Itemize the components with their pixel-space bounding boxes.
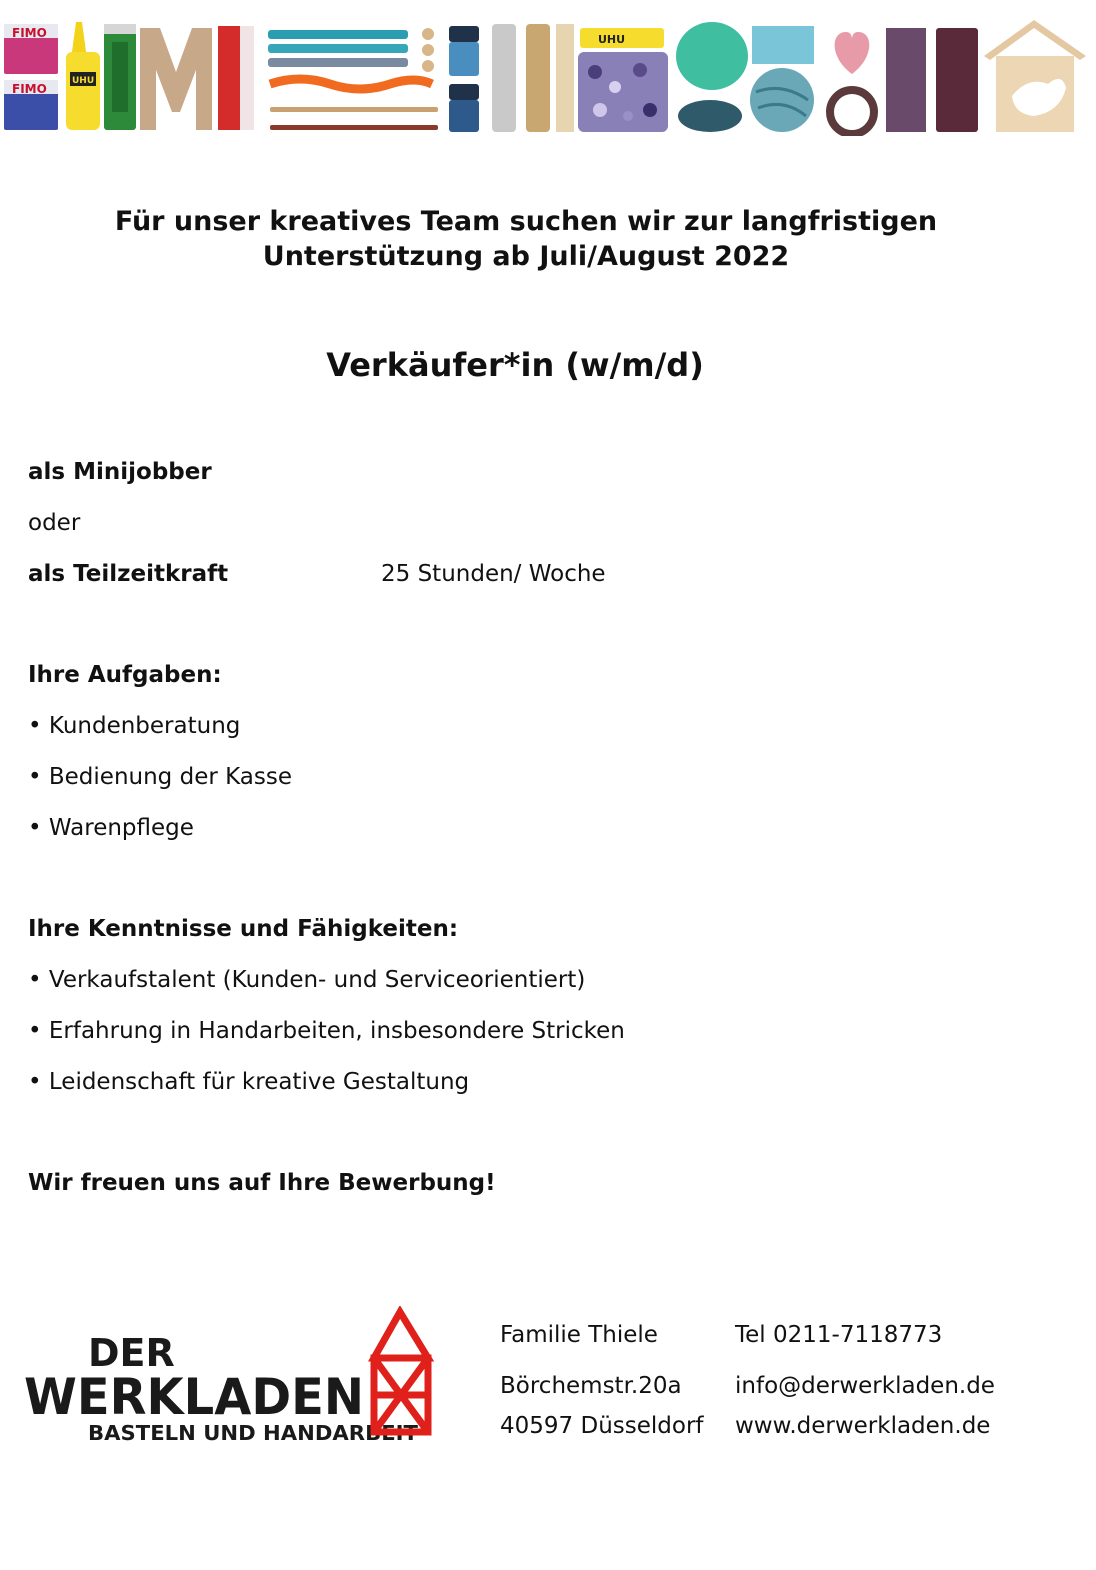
- contact-street: Börchemstr.20a: [500, 1373, 682, 1399]
- paintbrush-icon: [270, 107, 438, 130]
- fabric-roll-icon: [886, 28, 926, 132]
- spray-cans-icon: [492, 24, 550, 132]
- wooden-beads-icon: [422, 28, 434, 72]
- uhu-tube-icon: [580, 28, 664, 48]
- job-title: Verkäufer*in (w/m/d): [326, 346, 704, 384]
- tasks-heading: Ihre Aufgaben:: [28, 662, 222, 688]
- logo-tagline: BASTELN UND HANDARBEIT: [88, 1421, 419, 1445]
- skills-heading: Ihre Kenntnisse und Fähigkeiten:: [28, 916, 459, 942]
- parttime-hours: 25 Stunden/ Woche: [381, 561, 606, 587]
- intro-heading: [0, 204, 1052, 274]
- fimo-clay-icon: [4, 24, 58, 130]
- wire-wreath-icon: [830, 90, 874, 134]
- contact-phone: Tel 0211-7118773: [735, 1322, 943, 1348]
- intro-line-2: Unterstützung ab Juli/August 2022: [262, 241, 790, 272]
- embroidery-floss-icon: [270, 79, 432, 89]
- paint-jars-icon: [449, 26, 479, 132]
- list-item: • Verkaufstalent (Kunden- und Serviceorientiert): [28, 967, 586, 993]
- felt-heart-icon: [835, 32, 870, 74]
- svg-text:FIMO: FIMO: [12, 26, 47, 40]
- contact-name: Familie Thiele: [500, 1322, 658, 1348]
- uhu-glue-icon: [66, 22, 100, 130]
- svg-text:UHU: UHU: [72, 76, 95, 86]
- product-banner: [0, 12, 1096, 136]
- employment-parttime: als Teilzeitkraft: [28, 561, 229, 587]
- contact-website[interactable]: www.derwerkladen.de: [735, 1413, 991, 1439]
- svg-text:UHU: UHU: [598, 33, 626, 46]
- list-item: • Leidenschaft für kreative Gestaltung: [28, 1069, 470, 1095]
- list-item: • Bedienung der Kasse: [28, 764, 292, 790]
- contact-email[interactable]: info@derwerkladen.de: [735, 1373, 995, 1399]
- cardboard-letter-m-icon: [140, 28, 212, 130]
- list-item: • Warenpflege: [28, 815, 194, 841]
- list-item: • Kundenberatung: [28, 713, 241, 739]
- candle-icon: [936, 28, 978, 132]
- yarn-ball-icon: [750, 26, 814, 132]
- employment-minijob: als Minijobber: [28, 459, 212, 485]
- svg-text:FIMO: FIMO: [12, 82, 47, 96]
- wooden-birdhouse-icon: [984, 20, 1086, 132]
- ribbon-roll-icon: [218, 26, 254, 130]
- logo-line-1: DER: [88, 1331, 175, 1375]
- acrylic-paint-tube-icon: [104, 24, 136, 130]
- list-item: • Erfahrung in Handarbeiten, insbesondere Stricken: [28, 1018, 625, 1044]
- intro-line-1: Für unser kreatives Team suchen wir zur langfristigen: [114, 206, 938, 237]
- wool-felt-icon: [676, 22, 748, 132]
- employment-or: oder: [28, 510, 81, 536]
- closing-text: Wir freuen uns auf Ihre Bewerbung!: [28, 1170, 496, 1196]
- house-frame-icon: [374, 1312, 428, 1432]
- logo-line-2: WERKLADEN: [24, 1368, 364, 1426]
- paint-markers-icon: [268, 30, 408, 67]
- contact-city: 40597 Düsseldorf: [500, 1413, 704, 1439]
- werkladen-logo: [22, 1306, 442, 1446]
